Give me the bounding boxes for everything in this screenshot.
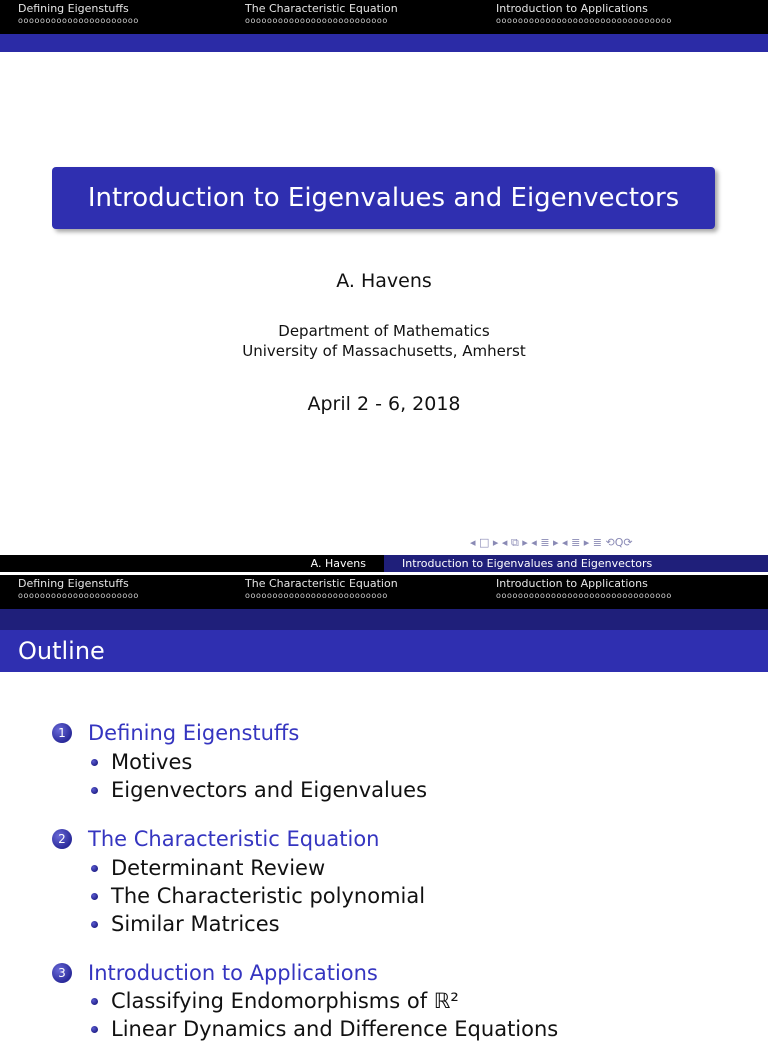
nav-section-2-dots[interactable]: oooooooooooooooooooooooooo bbox=[245, 591, 388, 600]
toc-item[interactable]: The Characteristic polynomial bbox=[91, 884, 425, 908]
nav-section-1[interactable]: Defining Eigenstuffs oooooooooooooooooooooo bbox=[18, 2, 139, 25]
toc-section-1[interactable] bbox=[52, 721, 299, 745]
nav-section-1-dots[interactable]: oooooooooooooooooooooo bbox=[18, 591, 139, 600]
toc-section-title[interactable]: The Characteristic Equation bbox=[88, 827, 380, 851]
nav-section-3-dots[interactable]: oooooooooooooooooooooooooooooooo bbox=[496, 591, 672, 600]
nav-section-3[interactable]: Introduction to Applications oooooooooooooooooooooooooooooooo bbox=[496, 577, 672, 600]
bullet-icon bbox=[91, 893, 98, 900]
nav-section-2-dots[interactable]: oooooooooooooooooooooooooo bbox=[245, 16, 388, 25]
footer-author: A. Havens bbox=[310, 557, 366, 570]
toc-item[interactable]: Linear Dynamics and Difference Equations bbox=[91, 1017, 558, 1041]
section-number-badge: 2 bbox=[52, 829, 72, 849]
slide1-header-band bbox=[0, 34, 768, 52]
toc-item[interactable]: Similar Matrices bbox=[91, 912, 280, 936]
bullet-icon bbox=[91, 865, 98, 872]
section-number-badge: 3 bbox=[52, 963, 72, 983]
section-number-badge: 1 bbox=[52, 723, 72, 743]
nav-section-1[interactable]: Defining Eigenstuffs oooooooooooooooooooooo bbox=[18, 577, 139, 600]
footer-title: Introduction to Eigenvalues and Eigenvectors bbox=[384, 555, 768, 572]
presentation-date: April 2 - 6, 2018 bbox=[307, 393, 461, 415]
frame-title: Outline bbox=[0, 630, 768, 672]
beamer-navigation-controls[interactable]: ◂ □ ▸ ◂ ⧉ ▸ ◂ ≣ ▸ ◂ ≣ ▸ ≣ ⟲Q⟳ bbox=[470, 536, 633, 549]
bullet-icon bbox=[91, 787, 98, 794]
toc-section-3[interactable] bbox=[52, 961, 378, 985]
slide-footer bbox=[0, 555, 768, 572]
university: University of Massachusetts, Amherst bbox=[242, 342, 526, 360]
bullet-icon bbox=[91, 998, 98, 1005]
nav-section-3-dots[interactable]: oooooooooooooooooooooooooooooooo bbox=[496, 16, 672, 25]
toc-item[interactable]: Eigenvectors and Eigenvalues bbox=[91, 778, 427, 802]
toc-section-title[interactable]: Defining Eigenstuffs bbox=[88, 721, 300, 745]
toc-item[interactable]: Motives bbox=[91, 750, 192, 774]
bullet-icon bbox=[91, 921, 98, 928]
department: Department of Mathematics bbox=[278, 322, 490, 340]
nav-section-2[interactable]: The Characteristic Equation oooooooooooooooooooooooooo bbox=[245, 2, 398, 25]
slide2-navbar bbox=[0, 575, 768, 609]
author-name: A. Havens bbox=[336, 270, 432, 292]
nav-section-2[interactable]: The Characteristic Equation oooooooooooooooooooooooooo bbox=[245, 577, 398, 600]
bullet-icon bbox=[91, 1026, 98, 1033]
presentation-title-box bbox=[52, 167, 715, 229]
toc-section-2[interactable] bbox=[52, 827, 379, 851]
slide1-navbar bbox=[0, 0, 768, 34]
toc-item[interactable]: Classifying Endomorphisms of ℝ² bbox=[91, 989, 459, 1013]
presentation-title: Introduction to Eigenvalues and Eigenvectors bbox=[87, 183, 680, 213]
nav-section-1-dots[interactable]: oooooooooooooooooooooo bbox=[18, 16, 139, 25]
toc-section-title[interactable]: Introduction to Applications bbox=[88, 961, 378, 985]
bullet-icon bbox=[91, 759, 98, 766]
nav-section-3[interactable]: Introduction to Applications oooooooooooooooooooooooooooooooo bbox=[496, 2, 672, 25]
slide2-header-band bbox=[0, 609, 768, 630]
toc-item[interactable]: Determinant Review bbox=[91, 856, 325, 880]
